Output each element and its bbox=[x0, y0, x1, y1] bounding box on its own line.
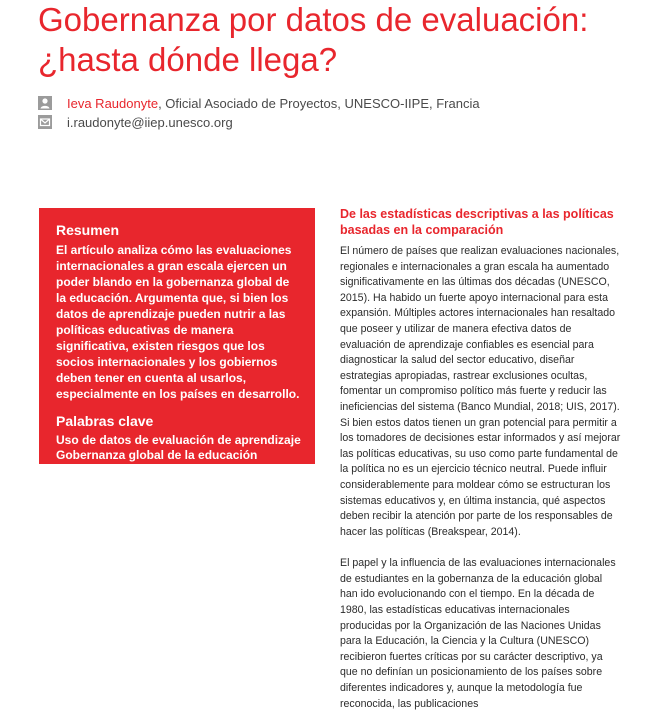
email-line bbox=[38, 113, 233, 131]
author-name: Ieva Raudonyte bbox=[67, 95, 159, 111]
abstract-text: El artículo analiza cómo las evaluaciones internacionales a gran escala ejercen un poder blando en la gobernanza global de la educación. Argumenta que, si bien los datos de aprendizaje pueden nutrir a las políticas educativas de manera significativa, existen riesgos que los socios internacionales y los gobiernos deben tener en cuenta al usarlos, especialmente en los países en desarrollo. bbox=[56, 243, 300, 401]
author-affiliation: , Oficial Asociado de Proyectos, UNESCO-IIPE, Francia bbox=[158, 95, 480, 111]
keyword-item: Uso de datos de evaluación de aprendizaje bbox=[56, 433, 301, 447]
abstract-box bbox=[39, 208, 315, 464]
abstract-heading: Resumen bbox=[56, 222, 120, 238]
author-email[interactable]: i.raudonyte@iiep.unesco.org bbox=[67, 114, 233, 130]
body-paragraph: El papel y la influencia de las evaluaciones internacionales de estudiantes en la gobernanza de la educación global han ido evolucionando con el tiempo. En la década de 1980, las estadísticas educativas internacionales producidas por la Organización de las Naciones Unidas para la Educación, la Ciencia y la Cultura (UNESCO) recibieron fuertes críticas por su carácter descriptivo, ya que no definían un posicionamiento de los países sobre diferentes indicadores y, aunque la metodología fue reconocida, las publicaciones bbox=[340, 557, 616, 710]
person-icon bbox=[38, 96, 52, 110]
author-line bbox=[38, 94, 480, 112]
article-body bbox=[340, 206, 622, 728]
keywords-heading: Palabras clave bbox=[56, 413, 154, 429]
keyword-item: Gobernanza global de la educación bbox=[56, 448, 258, 462]
page-title: Gobernanza por datos de evaluación: ¿hasta dónde llega? bbox=[38, 1, 589, 78]
body-paragraph: El número de países que realizan evaluaciones nacionales, regionales e internacionales a gran escala ha aumentado significativamente en las últimas dos décadas (UNESCO, 2015). Ha habido un fuerte apoyo internacional para esta expansión. Múltiples actores internacionales han resaltado que poseer y utilizar de manera efectiva datos de evaluación de aprendizaje confiables es esencial para diagnosticar la salud del sector educativo, diseñar estrategias apropiadas, rastrear exclusiones ocultas, fomentar un compromiso político más fuerte y reducir las ineficiencias del sistema (Banco Mundial, 2018; UIS, 2017). Si bien estos datos tienen un gran potencial para permitir a los tomadores de decisiones estar informados y así mejorar las políticas educativas, su uso como parte fundamental de la política no es un ejercicio técnico neutral. Puede influir considerablemente para moldear cómo se estructuran los sistemas educativos y, en última instancia, qué aspectos deben recibir la atención por parte de los responsables de hacer las políticas (Breakspear, 2014). bbox=[340, 245, 621, 538]
section-heading: De las estadísticas descriptivas a las políticas basadas en la comparación bbox=[340, 207, 614, 237]
envelope-icon bbox=[38, 115, 52, 129]
